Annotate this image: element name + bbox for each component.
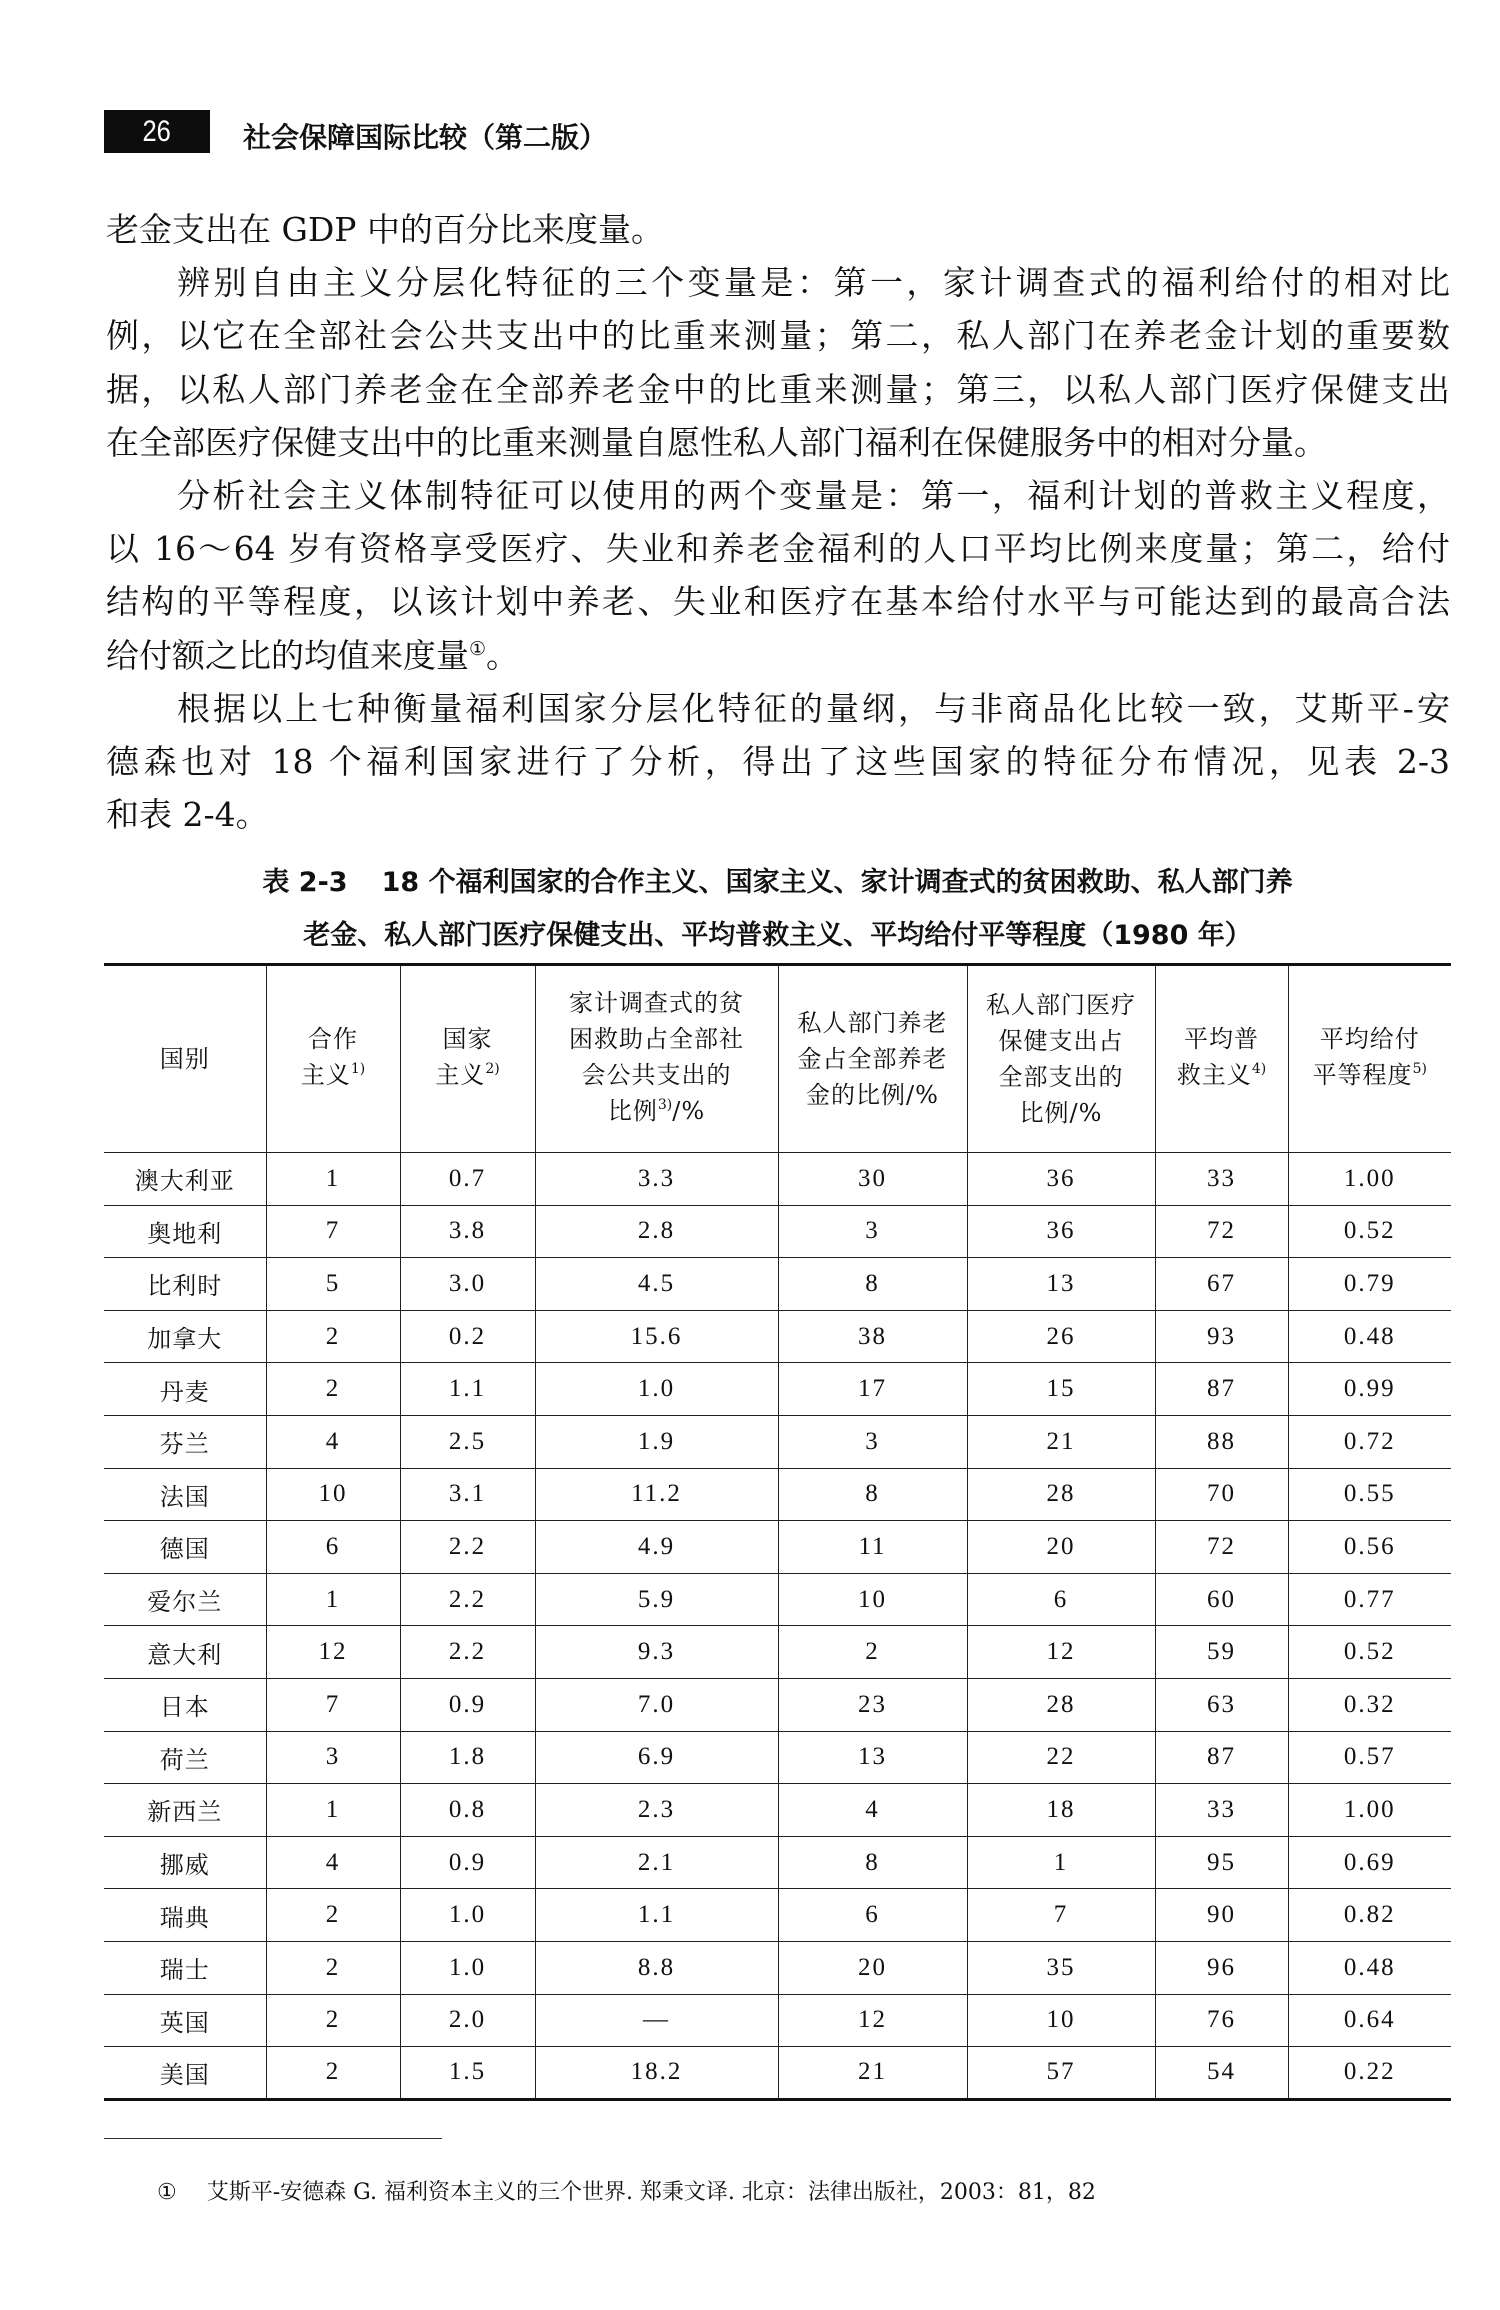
value-cell-avg-universalism: 72 — [1155, 1205, 1288, 1258]
header-row — [104, 965, 1451, 1153]
text-line: 例，以它在全部社会公共支出中的比重来测量；第二，私人部门在养老金计划的重要数 — [106, 316, 1450, 356]
table-row — [104, 1258, 1451, 1311]
header-text: 比例/% — [1019, 1099, 1103, 1127]
value-cell-means-tested-relief: 2.8 — [535, 1205, 778, 1258]
caption-title: 老金、私人部门医疗保健支出、平均普救主义、平均给付平等程度（1980 年） — [303, 920, 1252, 951]
value-cell-avg-benefit-equality: 0.64 — [1288, 1994, 1451, 2047]
value-cell-private-health-spending: 57 — [967, 2047, 1155, 2100]
header-text: 家计调查式的贫 — [569, 989, 744, 1017]
value-cell-means-tested-relief: — — [535, 1994, 778, 2047]
text-line — [106, 629, 1450, 682]
value-cell-avg-universalism: 95 — [1155, 1836, 1288, 1889]
value-cell-avg-universalism: 90 — [1155, 1889, 1288, 1942]
footnote-divider — [104, 2138, 442, 2139]
table-row — [104, 1941, 1451, 1994]
table-row — [104, 1363, 1451, 1416]
table-row — [104, 1889, 1451, 1942]
value-cell-corporatism: 12 — [266, 1626, 400, 1679]
value-cell-avg-universalism: 70 — [1155, 1468, 1288, 1521]
value-cell-avg-universalism: 87 — [1155, 1363, 1288, 1416]
table-row — [104, 1153, 1451, 1206]
table-row — [104, 1468, 1451, 1521]
paragraph-analysis-summary — [106, 682, 1450, 842]
value-cell-avg-benefit-equality: 0.77 — [1288, 1573, 1451, 1626]
value-cell-corporatism: 2 — [266, 2047, 400, 2100]
value-cell-etatism: 2.2 — [400, 1626, 535, 1679]
header-line — [968, 987, 1155, 1023]
value-cell-etatism: 2.0 — [400, 1994, 535, 2047]
header-text: 国别 — [159, 1045, 210, 1073]
value-cell-means-tested-relief: 9.3 — [535, 1626, 778, 1679]
header-text: 金的比例/% — [806, 1081, 939, 1109]
header-line — [779, 1041, 967, 1077]
value-cell-corporatism: 3 — [266, 1731, 400, 1784]
country-cell: 法国 — [104, 1468, 266, 1521]
table-row — [104, 1573, 1451, 1626]
header-text: 救主义 — [1176, 1061, 1252, 1089]
page-number: 26 — [142, 114, 172, 148]
country-cell: 爱尔兰 — [104, 1573, 266, 1626]
value-cell-means-tested-relief: 4.9 — [535, 1521, 778, 1574]
value-cell-etatism: 3.0 — [400, 1258, 535, 1311]
value-cell-avg-universalism: 88 — [1155, 1415, 1288, 1468]
header-text: 私人部门养老 — [797, 1009, 948, 1037]
footnote-marker: ① — [157, 2180, 177, 2205]
header-text: 国家 — [442, 1025, 493, 1053]
value-cell-corporatism: 2 — [266, 1889, 400, 1942]
country-cell: 新西兰 — [104, 1784, 266, 1837]
table-row — [104, 1731, 1451, 1784]
value-cell-avg-universalism: 76 — [1155, 1994, 1288, 2047]
text-line: 根据以上七种衡量福利国家分层化特征的量纲，与非商品化比较一致，艾斯平-安 — [177, 688, 1450, 728]
value-cell-corporatism: 4 — [266, 1836, 400, 1889]
value-cell-corporatism: 1 — [266, 1573, 400, 1626]
header-line — [1289, 1057, 1452, 1097]
text-line: 据，以私人部门养老金在全部养老金中的比重来测量；第三，以私人部门医疗保健支出 — [106, 369, 1450, 409]
value-cell-private-health-spending: 1 — [967, 1836, 1155, 1889]
header-note: 5) — [1412, 1061, 1427, 1077]
value-cell-corporatism: 1 — [266, 1784, 400, 1837]
text-line: 老金支出在 GDP 中的百分比来度量。 — [106, 210, 665, 249]
value-cell-private-pensions: 12 — [778, 1994, 967, 2047]
value-cell-private-health-spending: 20 — [967, 1521, 1155, 1574]
header-line — [536, 1021, 778, 1057]
header-line — [536, 985, 778, 1021]
value-cell-avg-benefit-equality: 0.48 — [1288, 1941, 1451, 1994]
header-note: 1) — [350, 1061, 366, 1077]
header-line — [104, 1041, 266, 1077]
value-cell-private-health-spending: 21 — [967, 1415, 1155, 1468]
value-cell-avg-benefit-equality: 0.48 — [1288, 1310, 1451, 1363]
value-cell-avg-benefit-equality: 0.69 — [1288, 1836, 1451, 1889]
header-line — [401, 1021, 535, 1057]
country-cell: 意大利 — [104, 1626, 266, 1679]
country-cell: 瑞士 — [104, 1941, 266, 1994]
value-cell-private-health-spending: 26 — [967, 1310, 1155, 1363]
value-cell-avg-universalism: 33 — [1155, 1784, 1288, 1837]
value-cell-avg-universalism: 60 — [1155, 1573, 1288, 1626]
footnote — [157, 2178, 1096, 2208]
value-cell-etatism: 1.1 — [400, 1363, 535, 1416]
column-header-etatism — [400, 965, 535, 1153]
country-cell: 比利时 — [104, 1258, 266, 1311]
country-cell: 澳大利亚 — [104, 1153, 266, 1206]
value-cell-private-health-spending: 12 — [967, 1626, 1155, 1679]
value-cell-means-tested-relief: 15.6 — [535, 1310, 778, 1363]
header-text: 金占全部养老 — [797, 1045, 948, 1073]
table-header — [104, 965, 1451, 1153]
header-line — [968, 1023, 1155, 1059]
text-line: 以 16～64 岁有资格享受医疗、失业和养老金福利的人口平均比例来度量；第二，给付 — [106, 529, 1450, 569]
country-cell: 瑞典 — [104, 1889, 266, 1942]
table-body — [104, 1153, 1451, 2100]
value-cell-private-health-spending: 35 — [967, 1941, 1155, 1994]
value-cell-avg-benefit-equality: 0.82 — [1288, 1889, 1451, 1942]
header-line — [779, 1005, 967, 1041]
country-cell: 丹麦 — [104, 1363, 266, 1416]
header-line — [968, 1095, 1155, 1131]
value-cell-private-health-spending: 36 — [967, 1205, 1155, 1258]
text-line: 在全部医疗保健支出中的比重来测量自愿性私人部门福利在保健服务中的相对分量。 — [106, 422, 1327, 462]
header-text: 私人部门医疗 — [986, 991, 1136, 1019]
header-text: 主义 — [300, 1061, 351, 1089]
paragraph-continuation — [106, 203, 1450, 256]
value-cell-private-pensions: 13 — [778, 1731, 967, 1784]
paragraph-socialist-variables — [106, 469, 1450, 682]
header-line — [536, 1093, 778, 1133]
value-cell-private-health-spending: 15 — [967, 1363, 1155, 1416]
value-cell-corporatism: 7 — [266, 1205, 400, 1258]
value-cell-private-pensions: 30 — [778, 1153, 967, 1206]
value-cell-avg-universalism: 87 — [1155, 1731, 1288, 1784]
value-cell-private-pensions: 3 — [778, 1205, 967, 1258]
text-line: 和表 2-4。 — [106, 795, 269, 835]
value-cell-corporatism: 7 — [266, 1678, 400, 1731]
header-text: 平均给付 — [1319, 1025, 1420, 1053]
header-note: 3) — [657, 1097, 673, 1113]
value-cell-avg-benefit-equality: 1.00 — [1288, 1153, 1451, 1206]
value-cell-private-health-spending: 18 — [967, 1784, 1155, 1837]
table-row — [104, 1626, 1451, 1679]
value-cell-avg-benefit-equality: 0.32 — [1288, 1678, 1451, 1731]
value-cell-private-pensions: 11 — [778, 1521, 967, 1574]
table-row — [104, 1205, 1451, 1258]
value-cell-means-tested-relief: 2.1 — [535, 1836, 778, 1889]
header-line — [536, 1057, 778, 1093]
header-note: 4) — [1251, 1061, 1267, 1077]
column-header-corporatism — [266, 965, 400, 1153]
value-cell-avg-universalism: 93 — [1155, 1310, 1288, 1363]
value-cell-avg-benefit-equality: 0.52 — [1288, 1205, 1451, 1258]
value-cell-etatism: 0.8 — [400, 1784, 535, 1837]
value-cell-private-pensions: 8 — [778, 1468, 967, 1521]
table-row — [104, 1310, 1451, 1363]
value-cell-corporatism: 2 — [266, 1310, 400, 1363]
value-cell-private-pensions: 20 — [778, 1941, 967, 1994]
text-line: 分析社会主义体制特征可以使用的两个变量是：第一，福利计划的普救主义程度， — [177, 475, 1450, 515]
value-cell-etatism: 0.9 — [400, 1836, 535, 1889]
value-cell-means-tested-relief: 6.9 — [535, 1731, 778, 1784]
value-cell-means-tested-relief: 5.9 — [535, 1573, 778, 1626]
footnote-reference[interactable]: ① — [469, 637, 487, 660]
value-cell-corporatism: 4 — [266, 1415, 400, 1468]
header-text: 保健支出占 — [998, 1027, 1124, 1055]
caption-title: 18 个福利国家的合作主义、国家主义、家计调查式的贫困救助、私人部门养 — [381, 867, 1293, 898]
column-header-private-pensions — [778, 965, 967, 1153]
header-line — [267, 1057, 400, 1097]
country-cell: 荷兰 — [104, 1731, 266, 1784]
table-row — [104, 1521, 1451, 1574]
value-cell-private-pensions: 23 — [778, 1678, 967, 1731]
value-cell-means-tested-relief: 1.1 — [535, 1889, 778, 1942]
column-header-country — [104, 965, 266, 1153]
value-cell-private-pensions: 2 — [778, 1626, 967, 1679]
country-cell: 日本 — [104, 1678, 266, 1731]
header-text: 困救助占全部社 — [569, 1025, 744, 1053]
value-cell-private-health-spending: 7 — [967, 1889, 1155, 1942]
header-text: 合作 — [308, 1025, 358, 1053]
header-text: 全部支出的 — [998, 1063, 1124, 1091]
value-cell-etatism: 0.7 — [400, 1153, 535, 1206]
table-row — [104, 1784, 1451, 1837]
table-caption — [104, 856, 1451, 962]
value-cell-etatism: 3.8 — [400, 1205, 535, 1258]
table-row — [104, 1836, 1451, 1889]
paragraph-liberal-variables — [106, 256, 1450, 469]
value-cell-means-tested-relief: 11.2 — [535, 1468, 778, 1521]
text-line: 德森也对 18 个福利国家进行了分析，得出了这些国家的特征分布情况，见表 2-3 — [106, 741, 1450, 781]
value-cell-avg-benefit-equality: 1.00 — [1288, 1784, 1451, 1837]
caption-line — [104, 909, 1451, 962]
value-cell-private-health-spending: 28 — [967, 1468, 1155, 1521]
country-cell: 奥地利 — [104, 1205, 266, 1258]
header-text: 主义 — [435, 1061, 486, 1089]
value-cell-etatism: 2.5 — [400, 1415, 535, 1468]
header-text: 平均普 — [1184, 1025, 1259, 1053]
column-header-means-tested-relief — [535, 965, 778, 1153]
value-cell-corporatism: 10 — [266, 1468, 400, 1521]
value-cell-etatism: 1.8 — [400, 1731, 535, 1784]
value-cell-avg-universalism: 54 — [1155, 2047, 1288, 2100]
data-table — [104, 963, 1451, 2101]
text-line: 结构的平等程度，以该计划中养老、失业和医疗在基本给付水平与可能达到的最高合法 — [106, 582, 1450, 622]
value-cell-corporatism: 2 — [266, 1363, 400, 1416]
column-header-avg-benefit-equality — [1288, 965, 1451, 1153]
value-cell-means-tested-relief: 2.3 — [535, 1784, 778, 1837]
value-cell-avg-benefit-equality: 0.56 — [1288, 1521, 1451, 1574]
value-cell-private-health-spending: 22 — [967, 1731, 1155, 1784]
value-cell-etatism: 3.1 — [400, 1468, 535, 1521]
country-cell: 德国 — [104, 1521, 266, 1574]
column-header-avg-universalism — [1155, 965, 1288, 1153]
text-line: 辨别自由主义分层化特征的三个变量是：第一，家计调查式的福利给付的相对比 — [177, 263, 1450, 303]
header-text: 比例 — [607, 1097, 658, 1125]
header-line — [267, 1021, 400, 1057]
running-header-title: 社会保障国际比较（第二版） — [243, 121, 608, 154]
country-cell: 加拿大 — [104, 1310, 266, 1363]
value-cell-avg-universalism: 59 — [1155, 1626, 1288, 1679]
value-cell-means-tested-relief: 18.2 — [535, 2047, 778, 2100]
value-cell-etatism: 1.0 — [400, 1941, 535, 1994]
value-cell-avg-benefit-equality: 0.57 — [1288, 1731, 1451, 1784]
table-row — [104, 1994, 1451, 2047]
text-segment: 。 — [486, 635, 520, 675]
value-cell-private-pensions: 8 — [778, 1258, 967, 1311]
value-cell-avg-universalism: 63 — [1155, 1678, 1288, 1731]
value-cell-corporatism: 5 — [266, 1258, 400, 1311]
header-line — [1156, 1057, 1288, 1097]
value-cell-corporatism: 2 — [266, 1994, 400, 2047]
value-cell-private-pensions: 3 — [778, 1415, 967, 1468]
value-cell-private-pensions: 8 — [778, 1836, 967, 1889]
header-note: 2) — [485, 1061, 500, 1077]
value-cell-private-health-spending: 28 — [967, 1678, 1155, 1731]
value-cell-private-pensions: 17 — [778, 1363, 967, 1416]
country-cell: 英国 — [104, 1994, 266, 2047]
value-cell-private-pensions: 10 — [778, 1573, 967, 1626]
value-cell-corporatism: 6 — [266, 1521, 400, 1574]
value-cell-avg-benefit-equality: 0.55 — [1288, 1468, 1451, 1521]
value-cell-means-tested-relief: 8.8 — [535, 1941, 778, 1994]
header-line — [1156, 1021, 1288, 1057]
value-cell-avg-universalism: 67 — [1155, 1258, 1288, 1311]
value-cell-etatism: 1.0 — [400, 1889, 535, 1942]
country-cell: 美国 — [159, 2060, 210, 2089]
footnote-text: 艾斯平-安德森 G. 福利资本主义的三个世界. 郑秉文译. 北京：法律出版社，2003：81，82 — [206, 2180, 1096, 2205]
value-cell-etatism: 2.2 — [400, 1573, 535, 1626]
table-row — [104, 1415, 1451, 1468]
header-text: 会公共支出的 — [581, 1061, 732, 1089]
value-cell-avg-benefit-equality: 0.72 — [1288, 1415, 1451, 1468]
page-number-badge — [104, 110, 210, 153]
caption-line — [104, 856, 1451, 909]
value-cell-etatism: 0.2 — [400, 1310, 535, 1363]
table-row — [104, 2047, 1451, 2100]
value-cell-private-pensions: 38 — [778, 1310, 967, 1363]
value-cell-corporatism: 2 — [266, 1941, 400, 1994]
value-cell-means-tested-relief: 4.5 — [535, 1258, 778, 1311]
value-cell-avg-universalism: 72 — [1155, 1521, 1288, 1574]
value-cell-avg-universalism: 96 — [1155, 1941, 1288, 1994]
value-cell-private-pensions: 6 — [778, 1889, 967, 1942]
value-cell-means-tested-relief: 7.0 — [535, 1678, 778, 1731]
table-row — [104, 1678, 1451, 1731]
header-unit: /% — [672, 1097, 706, 1125]
header-line — [968, 1059, 1155, 1095]
value-cell-private-health-spending: 13 — [967, 1258, 1155, 1311]
body-text — [106, 203, 1450, 841]
country-cell: 芬兰 — [104, 1415, 266, 1468]
country-cell: 挪威 — [104, 1836, 266, 1889]
value-cell-means-tested-relief: 1.9 — [535, 1415, 778, 1468]
value-cell-private-pensions: 21 — [778, 2047, 967, 2100]
value-cell-private-pensions: 4 — [778, 1784, 967, 1837]
value-cell-avg-benefit-equality: 0.22 — [1288, 2047, 1451, 2100]
value-cell-means-tested-relief: 3.3 — [535, 1153, 778, 1206]
header-text: 平等程度 — [1312, 1061, 1413, 1089]
value-cell-private-health-spending: 36 — [967, 1153, 1155, 1206]
value-cell-avg-universalism: 33 — [1155, 1153, 1288, 1206]
value-cell-avg-benefit-equality: 0.99 — [1288, 1363, 1451, 1416]
table-label: 表 2-3 — [262, 867, 348, 898]
header-line — [401, 1057, 535, 1097]
value-cell-etatism: 1.5 — [400, 2047, 535, 2100]
value-cell-etatism: 2.2 — [400, 1521, 535, 1574]
header-line — [779, 1077, 967, 1113]
value-cell-avg-benefit-equality: 0.52 — [1288, 1626, 1451, 1679]
value-cell-private-health-spending: 10 — [967, 1994, 1155, 2047]
value-cell-corporatism: 1 — [266, 1153, 400, 1206]
column-header-private-health-spending — [967, 965, 1155, 1153]
value-cell-private-health-spending: 6 — [967, 1573, 1155, 1626]
header-line — [1289, 1021, 1452, 1057]
text-segment: 给付额之比的均值来度量 — [106, 635, 469, 675]
value-cell-avg-benefit-equality: 0.79 — [1288, 1258, 1451, 1311]
value-cell-means-tested-relief: 1.0 — [535, 1363, 778, 1416]
value-cell-etatism: 0.9 — [400, 1678, 535, 1731]
